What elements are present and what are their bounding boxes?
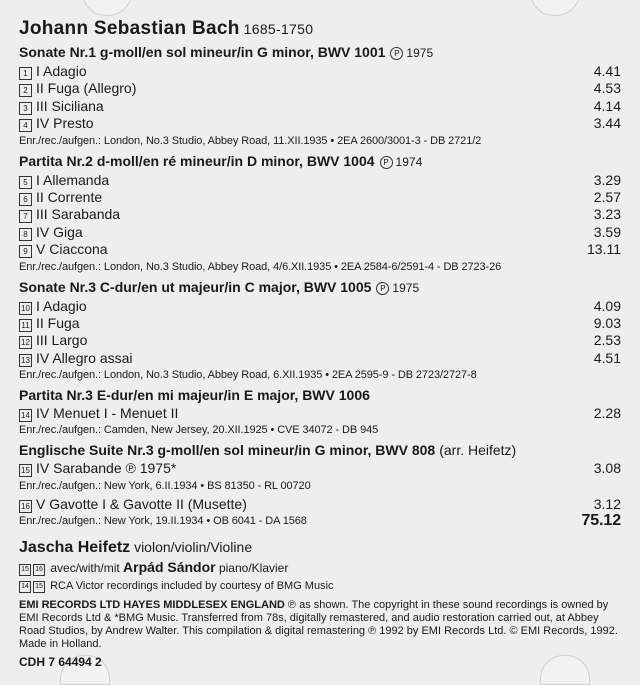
track-row	[19, 315, 621, 332]
track-duration: 3.12	[593, 495, 621, 512]
track-title: III Siciliana	[36, 97, 104, 114]
composer-heading	[19, 18, 621, 40]
accompanist-role: piano/Klavier	[218, 561, 289, 576]
composer-dates: 1685-1750	[243, 21, 314, 37]
track-number-box: 15	[33, 581, 45, 593]
track-duration: 4.41	[593, 63, 621, 79]
track-number-box: 16	[33, 564, 45, 576]
recording-details-text: Enr./rec./aufgen.: New York, 19.II.1934 • OB 6041 - DA 1568	[19, 515, 307, 528]
track-title: III Sarabanda	[36, 206, 121, 223]
track-duration: 3.29	[593, 171, 621, 188]
track-number-box: 1	[19, 67, 32, 80]
track-duration: 4.14	[593, 97, 621, 114]
track-duration: 4.51	[593, 349, 621, 366]
track-row	[19, 98, 621, 115]
phonogram-year	[390, 46, 433, 60]
track-title: II Fuga (Allegro)	[36, 80, 137, 97]
phonogram-year-text: 1975	[406, 46, 434, 60]
phonogram-year	[380, 155, 423, 169]
track-duration: 4.53	[593, 80, 621, 97]
artist-name: Jascha Heifetz	[19, 539, 131, 557]
work-title-text: Englische Suite Nr.3 g-moll/en sol mineur/in G minor, BWV 808	[19, 442, 436, 459]
booklet-page	[19, 6, 621, 669]
track-title: IV Menuet I - Menuet II	[36, 405, 179, 422]
artist-role: violon/violin/Violine	[134, 539, 253, 556]
track-title: IV Allegro assai	[36, 349, 133, 366]
track-row	[19, 189, 621, 206]
track-duration: 3.59	[593, 223, 621, 240]
track-duration: 2.57	[593, 188, 621, 205]
work-title	[19, 278, 621, 298]
accompanist-name: Arpád Sándor	[123, 559, 216, 576]
phonogram-year-text: 1975	[392, 280, 420, 295]
track-number-box: 7	[19, 210, 32, 223]
track-title: V Gavotte I & Gavotte II (Musette)	[36, 495, 247, 512]
rca-text: RCA Victor recordings included by courtesy of BMG Music	[50, 580, 334, 593]
track-row	[19, 350, 621, 367]
recording-details-text: Enr./rec./aufgen.: London, No.3 Studio, Abbey Road, 11.XII.1935 • 2EA 2600/3001-3 - DB 2721/2	[19, 134, 482, 147]
track-title: II Fuga	[36, 314, 80, 331]
works-list	[19, 43, 621, 529]
arrangement-note: (arr. Heifetz)	[439, 442, 517, 459]
company-name: EMI RECORDS LTD HAYES MIDDLESEX ENGLAND	[19, 599, 285, 612]
track-row	[19, 63, 621, 80]
phonogram-icon: P	[376, 282, 389, 295]
work-title	[19, 386, 621, 405]
track-number-box: 6	[19, 193, 32, 206]
recording-details	[19, 367, 621, 383]
catalog-number: CDH 7 64494 2	[19, 655, 102, 670]
track-row	[19, 80, 621, 97]
track-row	[19, 172, 621, 189]
recording-details	[19, 478, 621, 494]
track-row	[19, 241, 621, 258]
track-number-box: 11	[19, 319, 32, 332]
work-title	[19, 441, 621, 460]
phonogram-year	[376, 281, 419, 295]
track-duration: 9.03	[593, 314, 621, 331]
work-title	[19, 152, 621, 172]
track-row	[19, 405, 621, 422]
recording-details	[19, 259, 621, 275]
work-title	[19, 43, 621, 63]
recording-details-text: Enr./rec./aufgen.: London, No.3 Studio, Abbey Road, 4/6.XII.1935 • 2EA 2584-6/2591-4 - DB 2723-26	[19, 260, 502, 273]
track-number-box: 5	[19, 176, 32, 189]
work-title-text: Sonate Nr.3 C-dur/en ut majeur/in C major, BWV 1005	[19, 278, 372, 295]
total-duration: 75.12	[581, 512, 621, 530]
copyright-text: ℗ as shown. The copyright in these sound recordings is owned by EMI Records Ltd & *BMG Music. Transferred from 78s, digitally remastered, and audio restoration carried out, at Abbey Road Studios, by Andrew Walter. This compilation & digital remastering ℗ 1992 by EMI Records Ltd. © EMI Records, 1992. Made in Holland.	[19, 599, 618, 651]
track-row	[19, 224, 621, 241]
track-title: IV Giga	[36, 223, 83, 240]
track-number-box: 3	[19, 102, 32, 115]
track-row	[19, 460, 621, 477]
track-duration: 2.53	[593, 332, 621, 349]
recording-details	[19, 513, 621, 529]
track-row	[19, 298, 621, 315]
recording-details-text: Enr./rec./aufgen.: London, No.3 Studio, Abbey Road, 6.XII.1935 • 2EA 2595-9 - DB 2723/2727-8	[19, 369, 477, 382]
recording-details-text: Enr./rec./aufgen.: New York, 6.II.1934 • BS 81350 - RL 00720	[19, 479, 311, 492]
accompanist-line	[19, 559, 621, 576]
track-number-box: 12	[19, 336, 32, 349]
track-title: I Adagio	[36, 297, 87, 314]
work-title-text: Sonate Nr.1 g-moll/en sol mineur/in G minor, BWV 1001	[19, 44, 386, 60]
track-number-box: 14	[19, 409, 32, 422]
recording-details-text: Enr./rec./aufgen.: Camden, New Jersey, 20.XII.1925 • CVE 34072 - DB 945	[19, 424, 379, 437]
accompanist-prefix: avec/with/mit	[50, 561, 120, 576]
track-title: IV Presto	[36, 115, 94, 132]
track-duration: 13.11	[587, 241, 621, 258]
track-number-box: 15	[19, 564, 31, 576]
track-number-box: 15	[19, 464, 32, 477]
track-title: V Ciaccona	[36, 241, 108, 258]
track-number-box: 4	[19, 119, 32, 132]
phonogram-icon: P	[390, 47, 403, 60]
legal-notice	[19, 599, 621, 651]
track-number-box: 13	[19, 354, 32, 367]
track-row	[19, 332, 621, 349]
track-title: II Corrente	[36, 188, 103, 205]
artist-line	[19, 539, 621, 557]
track-number-box: 2	[19, 84, 32, 97]
rca-credit	[19, 580, 621, 593]
track-number-box: 9	[19, 245, 32, 258]
composer-name: Johann Sebastian Bach	[19, 18, 240, 39]
track-title: I Allemanda	[36, 171, 110, 188]
track-duration: 4.09	[593, 297, 621, 314]
track-number-box: 8	[19, 228, 32, 241]
track-duration: 2.28	[593, 405, 621, 422]
work-title-text: Partita Nr.3 E-dur/en mi majeur/in E major, BWV 1006	[19, 387, 370, 404]
phonogram-icon: P	[380, 156, 393, 169]
track-title: I Adagio	[36, 63, 87, 79]
recording-details	[19, 133, 621, 149]
track-row	[19, 115, 621, 132]
track-title: IV Sarabande ℗ 1975*	[36, 460, 177, 477]
phonogram-year-text: 1974	[395, 154, 423, 169]
track-number-box: 10	[19, 302, 32, 315]
track-title: III Largo	[36, 332, 88, 349]
track-duration: 3.44	[593, 115, 621, 132]
track-duration: 3.23	[593, 206, 621, 223]
track-number-box: 16	[19, 500, 32, 513]
track-number-box: 14	[19, 581, 31, 593]
work-title-text: Partita Nr.2 d-moll/en ré mineur/in D minor, BWV 1004	[19, 152, 375, 169]
track-duration: 3.08	[593, 460, 621, 477]
recording-details	[19, 422, 621, 438]
track-row	[19, 206, 621, 223]
track-row	[19, 496, 621, 513]
